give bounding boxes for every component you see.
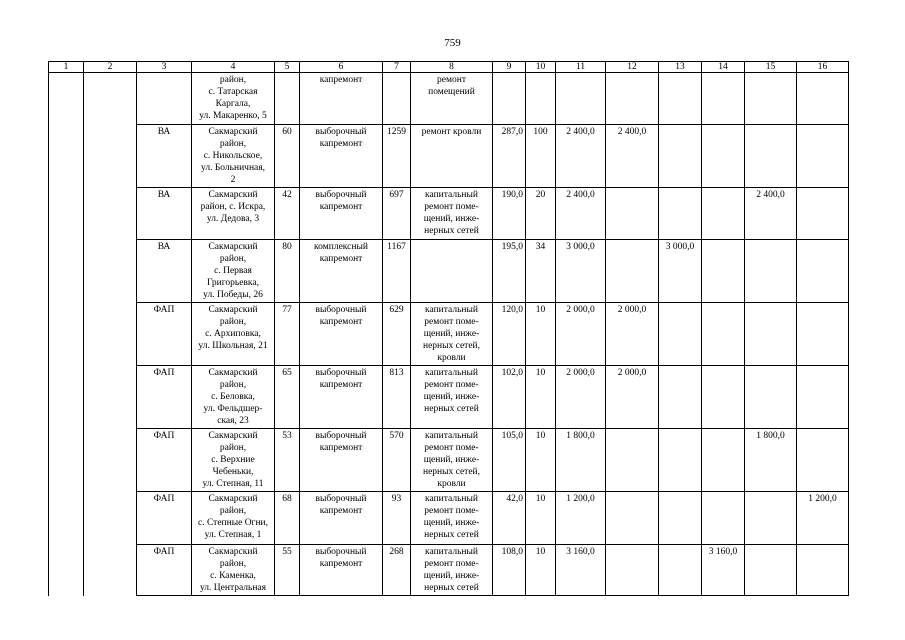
column-header: 8 — [411, 62, 493, 73]
year-amount-cell — [797, 73, 849, 125]
year-amount-cell: 1 200,0 — [797, 492, 849, 545]
percent-cell: 10 — [526, 545, 556, 596]
empty-cell — [49, 366, 84, 429]
year-amount-cell — [659, 303, 702, 366]
facility-type-cell: ВА — [137, 188, 192, 240]
column-header: 11 — [556, 62, 606, 73]
year-amount-cell — [797, 366, 849, 429]
column-header: 14 — [702, 62, 745, 73]
year-amount-cell — [702, 188, 745, 240]
facility-type-cell: ВА — [137, 125, 192, 188]
column-header: 2 — [84, 62, 137, 73]
empty-cell — [84, 366, 137, 429]
table-row — [49, 545, 849, 596]
year-amount-cell — [659, 73, 702, 125]
table-row — [49, 366, 849, 429]
value-cell: 42,0 — [493, 492, 526, 545]
year-amount-cell — [797, 125, 849, 188]
table-row — [49, 125, 849, 188]
empty-cell — [84, 492, 137, 545]
percent-cell: 10 — [526, 366, 556, 429]
value-cell: 108,0 — [493, 545, 526, 596]
facility-type-cell: ФАП — [137, 366, 192, 429]
year-amount-cell — [797, 303, 849, 366]
table-row — [49, 73, 849, 125]
year-amount-cell — [606, 73, 659, 125]
address-cell: Сакмарский район, с. Верхние Чебеньки, ул. Степная, 11 — [192, 429, 275, 492]
empty-cell — [49, 240, 84, 303]
value-cell: 195,0 — [493, 240, 526, 303]
year-amount-cell — [702, 125, 745, 188]
address-cell: Сакмарский район, с. Искра, ул. Дедова, 3 — [192, 188, 275, 240]
percent-cell: 20 — [526, 188, 556, 240]
year-cell: 80 — [275, 240, 300, 303]
year-amount-cell: 2 400,0 — [606, 125, 659, 188]
year-amount-cell — [745, 125, 797, 188]
area-cell: 1167 — [383, 240, 411, 303]
year-amount-cell — [659, 125, 702, 188]
purpose-cell: ремонт помещений — [411, 73, 493, 125]
year-cell: 65 — [275, 366, 300, 429]
percent-cell: 34 — [526, 240, 556, 303]
column-header: 15 — [745, 62, 797, 73]
total-cell: 2 400,0 — [556, 125, 606, 188]
table-row — [49, 303, 849, 366]
column-header: 16 — [797, 62, 849, 73]
address-cell: Сакмарский район, с. Каменка, ул. Центральная — [192, 545, 275, 596]
work-type-cell: выборочный капремонт — [300, 429, 383, 492]
work-type-cell: выборочный капремонт — [300, 188, 383, 240]
column-header: 5 — [275, 62, 300, 73]
value-cell: 105,0 — [493, 429, 526, 492]
year-amount-cell — [745, 492, 797, 545]
address-cell: Сакмарский район, с. Архиповка, ул. Школьная, 21 — [192, 303, 275, 366]
total-cell: 3 160,0 — [556, 545, 606, 596]
value-cell: 102,0 — [493, 366, 526, 429]
year-amount-cell — [745, 240, 797, 303]
year-amount-cell — [606, 545, 659, 596]
year-amount-cell: 2 000,0 — [606, 366, 659, 429]
area-cell: 697 — [383, 188, 411, 240]
table-row — [49, 492, 849, 545]
year-cell — [275, 73, 300, 125]
year-amount-cell — [659, 492, 702, 545]
year-amount-cell — [702, 303, 745, 366]
empty-cell — [84, 429, 137, 492]
year-amount-cell — [702, 366, 745, 429]
facility-type-cell — [137, 73, 192, 125]
empty-cell — [84, 545, 137, 596]
value-cell — [493, 73, 526, 125]
empty-cell — [84, 73, 137, 125]
empty-cell — [84, 188, 137, 240]
area-cell: 629 — [383, 303, 411, 366]
purpose-cell: капитальный ремонт поме- щений, инже- нерных сетей, кровли — [411, 303, 493, 366]
year-cell: 42 — [275, 188, 300, 240]
year-amount-cell — [659, 545, 702, 596]
address-cell: Сакмарский район, с. Никольское, ул. Больничная, 2 — [192, 125, 275, 188]
empty-cell — [49, 125, 84, 188]
area-cell — [383, 73, 411, 125]
year-amount-cell — [745, 545, 797, 596]
empty-cell — [49, 492, 84, 545]
column-header: 13 — [659, 62, 702, 73]
percent-cell — [526, 73, 556, 125]
work-type-cell: капремонт — [300, 73, 383, 125]
total-cell: 2 000,0 — [556, 303, 606, 366]
year-cell: 60 — [275, 125, 300, 188]
year-amount-cell: 3 000,0 — [659, 240, 702, 303]
address-cell: Сакмарский район, с. Беловка, ул. Фельдшер- ская, 23 — [192, 366, 275, 429]
purpose-cell: ремонт кровли — [411, 125, 493, 188]
value-cell: 190,0 — [493, 188, 526, 240]
year-amount-cell: 1 800,0 — [745, 429, 797, 492]
empty-cell — [49, 188, 84, 240]
column-header: 1 — [49, 62, 84, 73]
year-amount-cell — [659, 188, 702, 240]
year-amount-cell: 2 400,0 — [745, 188, 797, 240]
table-row — [49, 429, 849, 492]
data-table — [48, 61, 849, 596]
address-cell: Сакмарский район, с. Степные Огни, ул. Степная, 1 — [192, 492, 275, 545]
year-cell: 77 — [275, 303, 300, 366]
facility-type-cell: ФАП — [137, 492, 192, 545]
area-cell: 813 — [383, 366, 411, 429]
area-cell: 570 — [383, 429, 411, 492]
address-cell: район, с. Татарская Каргала, ул. Макаренко, 5 — [192, 73, 275, 125]
year-amount-cell — [797, 545, 849, 596]
table-row — [49, 188, 849, 240]
total-cell: 2 000,0 — [556, 366, 606, 429]
empty-cell — [84, 240, 137, 303]
empty-cell — [49, 429, 84, 492]
year-amount-cell — [606, 429, 659, 492]
area-cell: 1259 — [383, 125, 411, 188]
column-header: 6 — [300, 62, 383, 73]
empty-cell — [49, 545, 84, 596]
page-number: 759 — [444, 37, 461, 49]
year-amount-cell — [606, 240, 659, 303]
empty-cell — [49, 303, 84, 366]
work-type-cell: выборочный капремонт — [300, 366, 383, 429]
table-row — [49, 240, 849, 303]
year-amount-cell — [702, 73, 745, 125]
total-cell — [556, 73, 606, 125]
percent-cell: 100 — [526, 125, 556, 188]
work-type-cell: выборочный капремонт — [300, 545, 383, 596]
column-header: 3 — [137, 62, 192, 73]
column-number-row — [49, 62, 849, 73]
year-amount-cell — [702, 492, 745, 545]
facility-type-cell: ВА — [137, 240, 192, 303]
year-amount-cell — [797, 240, 849, 303]
year-amount-cell: 2 000,0 — [606, 303, 659, 366]
year-cell: 53 — [275, 429, 300, 492]
year-amount-cell — [797, 429, 849, 492]
year-cell: 55 — [275, 545, 300, 596]
column-header: 7 — [383, 62, 411, 73]
year-amount-cell: 3 160,0 — [702, 545, 745, 596]
year-amount-cell — [745, 303, 797, 366]
year-amount-cell — [659, 429, 702, 492]
empty-cell — [49, 73, 84, 125]
year-amount-cell — [797, 188, 849, 240]
facility-type-cell: ФАП — [137, 303, 192, 366]
purpose-cell: капитальный ремонт поме- щений, инже- нерных сетей — [411, 188, 493, 240]
year-amount-cell — [702, 429, 745, 492]
empty-cell — [84, 125, 137, 188]
column-header: 4 — [192, 62, 275, 73]
column-header: 12 — [606, 62, 659, 73]
work-type-cell: выборочный капремонт — [300, 492, 383, 545]
year-amount-cell — [606, 188, 659, 240]
total-cell: 1 200,0 — [556, 492, 606, 545]
year-cell: 68 — [275, 492, 300, 545]
address-cell: Сакмарский район, с. Первая Григорьевка, ул. Победы, 26 — [192, 240, 275, 303]
column-header: 9 — [493, 62, 526, 73]
total-cell: 1 800,0 — [556, 429, 606, 492]
facility-type-cell: ФАП — [137, 429, 192, 492]
value-cell: 287,0 — [493, 125, 526, 188]
purpose-cell — [411, 240, 493, 303]
area-cell: 93 — [383, 492, 411, 545]
empty-cell — [84, 303, 137, 366]
percent-cell: 10 — [526, 303, 556, 366]
work-type-cell: выборочный капремонт — [300, 125, 383, 188]
percent-cell: 10 — [526, 429, 556, 492]
year-amount-cell — [606, 492, 659, 545]
total-cell: 3 000,0 — [556, 240, 606, 303]
column-header: 10 — [526, 62, 556, 73]
percent-cell: 10 — [526, 492, 556, 545]
purpose-cell: капитальный ремонт поме- щений, инже- нерных сетей — [411, 545, 493, 596]
purpose-cell: капитальный ремонт поме- щений, инже- нерных сетей, кровли — [411, 429, 493, 492]
value-cell: 120,0 — [493, 303, 526, 366]
year-amount-cell — [745, 366, 797, 429]
work-type-cell: комплексный капремонт — [300, 240, 383, 303]
area-cell: 268 — [383, 545, 411, 596]
year-amount-cell — [745, 73, 797, 125]
year-amount-cell — [659, 366, 702, 429]
facility-type-cell: ФАП — [137, 545, 192, 596]
work-type-cell: выборочный капремонт — [300, 303, 383, 366]
year-amount-cell — [702, 240, 745, 303]
total-cell: 2 400,0 — [556, 188, 606, 240]
purpose-cell: капитальный ремонт поме- щений, инже- нерных сетей — [411, 492, 493, 545]
purpose-cell: капитальный ремонт поме- щений, инже- нерных сетей — [411, 366, 493, 429]
